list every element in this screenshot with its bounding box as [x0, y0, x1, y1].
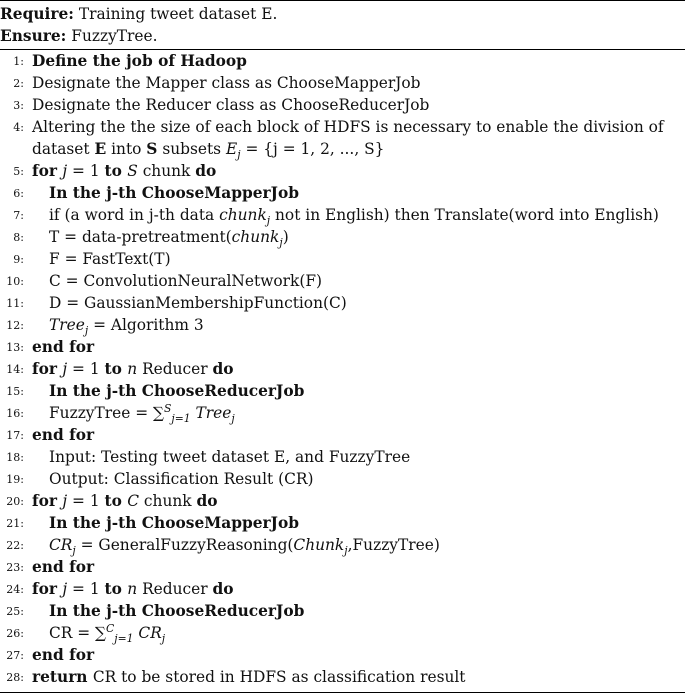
line-text: CR = ∑$^C_{j=1}$ $CR_j$	[49, 621, 166, 646]
line-number: 27:	[6, 649, 24, 662]
algorithm-body	[0, 50, 685, 688]
line-number: 7:	[13, 209, 24, 222]
line-number: 23:	[6, 561, 24, 574]
algorithm-line	[0, 644, 685, 666]
math-var: j	[62, 162, 68, 180]
algorithm-line	[0, 424, 685, 446]
algorithm-line	[0, 534, 685, 556]
line-text: C = ConvolutionNeuralNetwork(F)	[49, 272, 323, 290]
algorithm-line	[0, 160, 685, 182]
algorithm-line	[0, 72, 685, 94]
keyword: do	[196, 492, 218, 510]
keyword: end for	[32, 426, 95, 444]
line-number: 20:	[6, 495, 24, 508]
line-number: 28:	[6, 671, 24, 684]
keyword: Define the job of Hadoop	[32, 52, 247, 70]
keyword: In the j-th ChooseReducerJob	[49, 602, 305, 620]
algorithm-line	[0, 578, 685, 600]
line-number: 3:	[13, 99, 24, 112]
keyword: for	[32, 360, 63, 378]
line-text	[49, 512, 683, 534]
line-number: 5:	[13, 165, 24, 178]
algorithm-line	[0, 402, 685, 424]
line-text: $CR_j$ = GeneralFuzzyReasoning(Chunk$_j$,FuzzyTree)	[49, 536, 440, 558]
line-text: for j = 1 to C chunk do	[32, 492, 218, 510]
algorithm-line	[0, 512, 685, 534]
line-text: Altering the the size of each block of HDFS is necessary to enable the division of dataset E into S subsets $E_j = \{j = 1$, 2, ..., S}	[32, 118, 664, 162]
line-text	[32, 336, 683, 358]
line-text	[32, 644, 683, 666]
line-number: 24:	[6, 583, 24, 596]
keyword: In the j-th ChooseMapperJob	[49, 514, 299, 532]
algorithm-line	[0, 292, 685, 314]
ensure-text: FuzzyTree.	[71, 27, 158, 45]
line-text: Output: Classification Result (CR)	[49, 470, 314, 488]
require-text: Training tweet dataset E.	[78, 5, 278, 23]
line-number: 25:	[6, 605, 24, 618]
keyword: end for	[32, 646, 95, 664]
algorithm-line	[0, 94, 685, 116]
line-number: 9:	[13, 253, 24, 266]
ensure-label: Ensure:	[0, 27, 67, 45]
keyword: for	[32, 492, 63, 510]
algorithm-line	[0, 314, 685, 336]
line-number: 22:	[6, 539, 24, 552]
line-text: T = data-pretreatment(chunk$_j$)	[49, 228, 289, 250]
ensure-row	[0, 25, 685, 47]
math-var: C	[127, 492, 140, 510]
line-text: Designate the Mapper class as ChooseMapperJob	[32, 74, 421, 92]
math-var: S	[127, 162, 138, 180]
line-text: FuzzyTree = ∑$^S_{j=1}$ Tree$_j$	[49, 401, 235, 426]
keyword: end for	[32, 338, 95, 356]
line-number: 8:	[13, 231, 24, 244]
keyword: to	[104, 360, 128, 378]
algorithm-line	[0, 380, 685, 402]
keyword: do	[212, 580, 234, 598]
algorithm-line	[0, 226, 685, 248]
keyword: for	[32, 162, 63, 180]
algorithm-line	[0, 182, 685, 204]
keyword: end for	[32, 558, 95, 576]
keyword: to	[104, 162, 128, 180]
algorithm-header	[0, 1, 685, 49]
require-row	[0, 3, 685, 25]
algorithm-line	[0, 270, 685, 292]
keyword: In the j-th ChooseMapperJob	[49, 184, 299, 202]
algorithm-line	[0, 468, 685, 490]
line-text: return CR to be stored in HDFS as classification result	[32, 668, 466, 686]
algorithm-line	[0, 446, 685, 468]
line-number: 11:	[6, 297, 24, 310]
line-text: for j = 1 to n Reducer do	[32, 580, 234, 598]
line-text	[49, 380, 683, 402]
line-number: 1:	[13, 55, 24, 68]
line-number: 19:	[6, 473, 24, 486]
keyword: E	[94, 140, 107, 158]
line-text: Tree$_j$ = Algorithm 3	[49, 316, 204, 338]
line-text: for j = 1 to S chunk do	[32, 162, 217, 180]
math-var: j	[62, 360, 68, 378]
line-number: 6:	[13, 187, 24, 200]
keyword: return	[32, 668, 93, 686]
line-text	[32, 50, 683, 72]
algorithm-line	[0, 622, 685, 644]
line-number: 18:	[6, 451, 24, 464]
line-number: 13:	[6, 341, 24, 354]
keyword: do	[212, 360, 234, 378]
keyword: to	[104, 580, 128, 598]
line-number: 26:	[6, 627, 24, 640]
algorithm-line	[0, 358, 685, 380]
line-text	[49, 182, 683, 204]
keyword: In the j-th ChooseReducerJob	[49, 382, 305, 400]
line-number: 17:	[6, 429, 24, 442]
math-var: n	[127, 360, 138, 378]
algorithm-line	[0, 666, 685, 688]
line-number: 14:	[6, 363, 24, 376]
algorithm-line	[0, 556, 685, 578]
line-number: 2:	[13, 77, 24, 90]
line-text	[32, 556, 683, 578]
line-number: 15:	[6, 385, 24, 398]
algorithm-line	[0, 204, 685, 226]
keyword: for	[32, 580, 63, 598]
math-var: j	[62, 492, 68, 510]
line-text: for j = 1 to n Reducer do	[32, 360, 234, 378]
keyword: to	[104, 492, 128, 510]
math-var: j	[62, 580, 68, 598]
line-text: Designate the Reducer class as ChooseReducerJob	[32, 96, 430, 114]
line-number: 21:	[6, 517, 24, 530]
algorithm-line	[0, 116, 685, 160]
line-number: 4:	[13, 121, 24, 134]
line-text: D = GaussianMembershipFunction(C)	[49, 294, 347, 312]
line-text: Input: Testing tweet dataset E, and FuzzyTree	[49, 448, 411, 466]
math-var: n	[127, 580, 138, 598]
line-number: 12:	[6, 319, 24, 332]
keyword: S	[146, 140, 158, 158]
line-text	[32, 424, 683, 446]
algorithm-line	[0, 490, 685, 512]
keyword: do	[195, 162, 217, 180]
line-text: F = FastText(T)	[49, 250, 171, 268]
line-number: 10:	[6, 275, 24, 288]
algorithm-line	[0, 248, 685, 270]
require-label: Require:	[0, 5, 74, 23]
algorithm-line	[0, 50, 685, 72]
algorithm-line	[0, 336, 685, 358]
algorithm-line	[0, 600, 685, 622]
line-text	[49, 600, 683, 622]
line-number: 16:	[6, 407, 24, 420]
line-text: if (a word in j-th data chunk$_j$ not in English) then Translate(word into English)	[49, 206, 659, 228]
